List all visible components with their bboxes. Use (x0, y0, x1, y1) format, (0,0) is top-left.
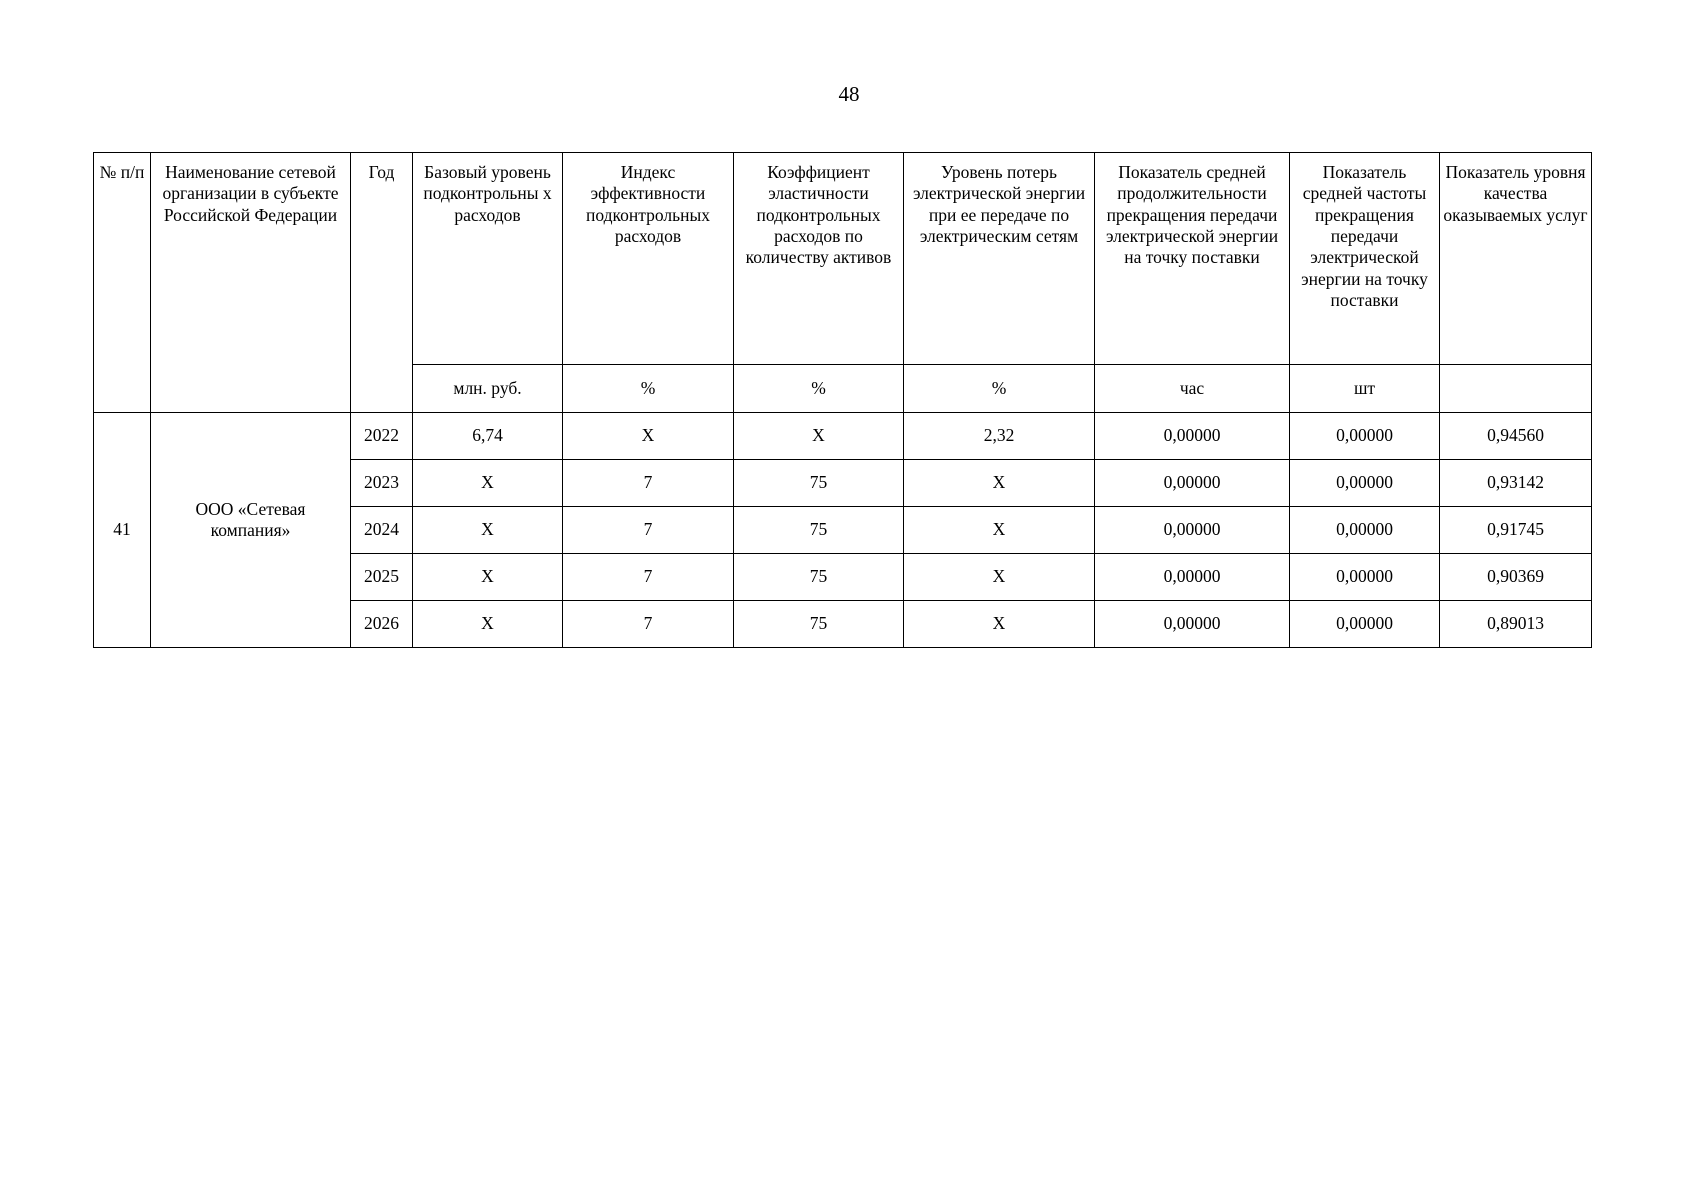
elasticity-cell: 75 (734, 460, 904, 507)
header-org: Наименование сетевой организации в субъекте Российской Федерации (151, 153, 351, 413)
efficiency-cell: X (563, 413, 734, 460)
year-cell: 2026 (351, 601, 413, 648)
duration-cell: 0,00000 (1095, 601, 1290, 648)
indicators-table (93, 152, 1592, 648)
frequency-cell: 0,00000 (1290, 460, 1440, 507)
unit-quality (1440, 365, 1592, 413)
efficiency-cell: 7 (563, 460, 734, 507)
frequency-cell: 0,00000 (1290, 554, 1440, 601)
year-cell: 2023 (351, 460, 413, 507)
efficiency-cell: 7 (563, 601, 734, 648)
base-cell: X (413, 507, 563, 554)
header-elasticity: Коэффициент эластичности подконтрольных расходов по количеству активов (734, 153, 904, 365)
header-losses: Уровень потерь электрической энергии при ее передаче по электрическим сетям (904, 153, 1095, 365)
quality-cell: 0,93142 (1440, 460, 1592, 507)
header-frequency: Показатель средней частоты прекращения передачи электрической энергии на точку поставки (1290, 153, 1440, 365)
year-cell: 2024 (351, 507, 413, 554)
header-duration: Показатель средней продолжительности прекращения передачи электрической энергии на точку поставки (1095, 153, 1290, 365)
duration-cell: 0,00000 (1095, 554, 1290, 601)
header-efficiency: Индекс эффективности подконтрольных расходов (563, 153, 734, 365)
efficiency-cell: 7 (563, 554, 734, 601)
frequency-cell: 0,00000 (1290, 413, 1440, 460)
table-row (94, 413, 1592, 460)
table-header-row (94, 153, 1592, 365)
elasticity-cell: X (734, 413, 904, 460)
losses-cell: X (904, 601, 1095, 648)
losses-cell: X (904, 507, 1095, 554)
unit-duration: час (1095, 365, 1290, 413)
row-num-cell: 41 (94, 413, 151, 648)
elasticity-cell: 75 (734, 507, 904, 554)
unit-frequency: шт (1290, 365, 1440, 413)
frequency-cell: 0,00000 (1290, 601, 1440, 648)
quality-cell: 0,91745 (1440, 507, 1592, 554)
unit-losses: % (904, 365, 1095, 413)
losses-cell: X (904, 554, 1095, 601)
duration-cell: 0,00000 (1095, 507, 1290, 554)
losses-cell: 2,32 (904, 413, 1095, 460)
base-cell: X (413, 601, 563, 648)
duration-cell: 0,00000 (1095, 460, 1290, 507)
base-cell: X (413, 460, 563, 507)
page-number: 48 (838, 82, 860, 106)
year-cell: 2025 (351, 554, 413, 601)
frequency-cell: 0,00000 (1290, 507, 1440, 554)
year-cell: 2022 (351, 413, 413, 460)
elasticity-cell: 75 (734, 554, 904, 601)
header-year: Год (351, 153, 413, 413)
header-num: № п/п (94, 153, 151, 413)
efficiency-cell: 7 (563, 507, 734, 554)
elasticity-cell: 75 (734, 601, 904, 648)
base-cell: 6,74 (413, 413, 563, 460)
unit-elasticity: % (734, 365, 904, 413)
unit-efficiency: % (563, 365, 734, 413)
header-quality: Показатель уровня качества оказываемых услуг (1440, 153, 1592, 365)
base-cell: X (413, 554, 563, 601)
losses-cell: X (904, 460, 1095, 507)
duration-cell: 0,00000 (1095, 413, 1290, 460)
unit-base: млн. руб. (413, 365, 563, 413)
org-name-cell: ООО «Сетевая компания» (151, 413, 351, 648)
quality-cell: 0,90369 (1440, 554, 1592, 601)
header-base: Базовый уровень подконтрольны х расходов (413, 153, 563, 365)
quality-cell: 0,89013 (1440, 601, 1592, 648)
quality-cell: 0,94560 (1440, 413, 1592, 460)
